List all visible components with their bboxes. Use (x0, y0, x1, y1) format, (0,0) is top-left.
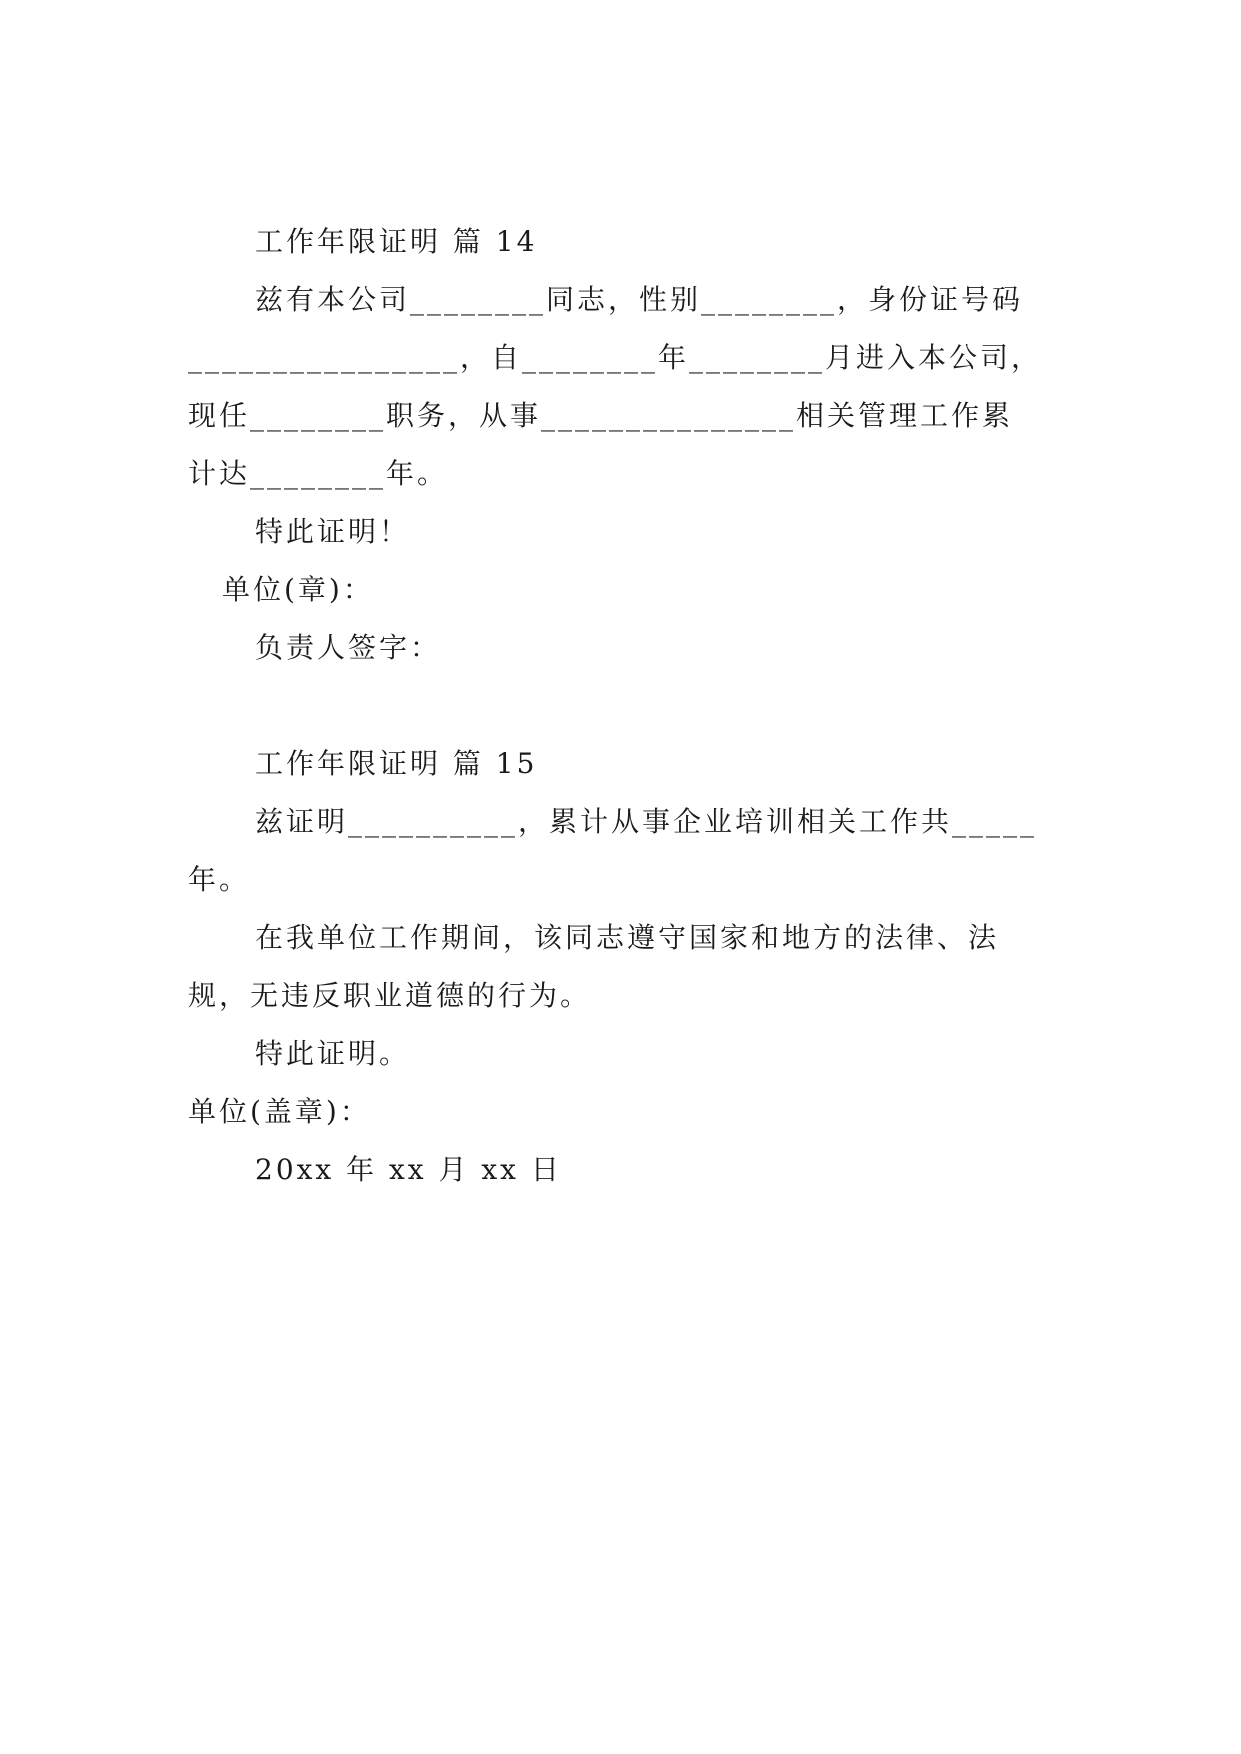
section-15-body-line-2: 年。 (188, 863, 251, 896)
section-14-body-line-3: 现任________职务，从事_______________相关管理工作累 (188, 399, 1014, 432)
section-14-body-line-4: 计达________年。 (188, 457, 449, 490)
section-15-closing: 特此证明。 (255, 1037, 411, 1070)
section-15-body-line-4: 规，无违反职业道德的行为。 (188, 979, 592, 1012)
section-15-unit-label: 单位(盖章)： (188, 1095, 371, 1128)
section-14-heading: 工作年限证明 篇 14 (255, 225, 538, 258)
section-14-body-line-1: 兹有本公司________同志，性别________，身份证号码 (255, 283, 1024, 316)
section-14-closing: 特此证明！ (255, 515, 411, 548)
section-14-signer-label: 负责人签字： (255, 631, 442, 664)
section-15-date: 20xx 年 xx 月 xx 日 (255, 1153, 562, 1186)
section-15-body-line-1: 兹证明__________，累计从事企业培训相关工作共_____ (255, 805, 1038, 838)
section-15-body-line-3: 在我单位工作期间，该同志遵守国家和地方的法律、法 (255, 921, 1000, 954)
section-15-heading: 工作年限证明 篇 15 (255, 747, 538, 780)
section-14-unit-label: 单位(章)： (222, 573, 374, 606)
section-14-body-line-2: ________________，自________年________月进入本公司， (188, 341, 1043, 374)
